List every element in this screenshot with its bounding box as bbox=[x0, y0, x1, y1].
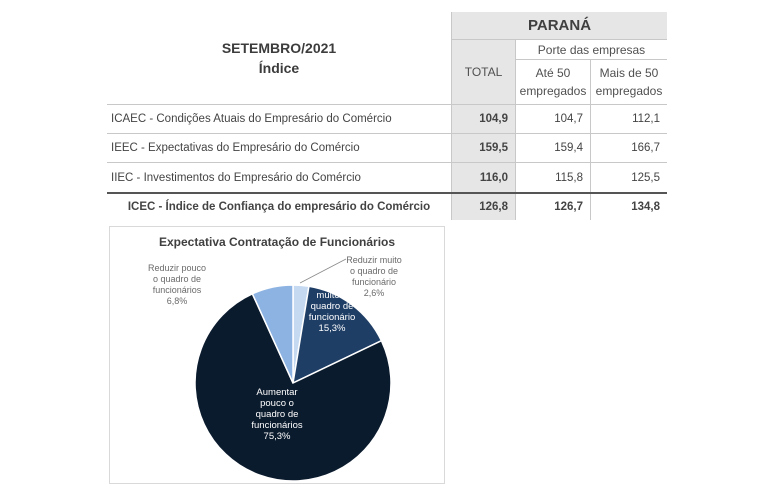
table-cell-large: 112,1 bbox=[591, 105, 667, 134]
slice-label-line: Reduzir pouco bbox=[147, 263, 207, 273]
table-cell-large: 166,7 bbox=[591, 134, 667, 163]
small-companies-header-line2: empregados bbox=[519, 84, 587, 98]
total-header: TOTAL bbox=[451, 40, 516, 104]
slice-label-line: pouco o bbox=[260, 398, 294, 409]
table-cell-large: 125,5 bbox=[631, 171, 660, 184]
table-cell-small: 126,7 bbox=[516, 194, 591, 220]
slice-label-line: funcionários bbox=[251, 420, 303, 431]
slice-label-line: o quadro de bbox=[152, 274, 202, 284]
region-header: PARANÁ bbox=[451, 12, 667, 40]
period-title: SETEMBRO/2021 bbox=[221, 40, 337, 56]
slice-label-line: Aumentar bbox=[256, 387, 298, 398]
large-companies-header bbox=[591, 60, 667, 104]
index-column-title: Índice bbox=[258, 60, 300, 76]
pie-chart-svg bbox=[110, 227, 444, 483]
slice-label-line: funcionários bbox=[152, 285, 202, 295]
table-cell-small: 104,7 bbox=[516, 105, 591, 134]
slice-value-label: 15,3% bbox=[318, 323, 346, 334]
table-cell-small: 115,8 bbox=[516, 163, 591, 192]
table-cell-small: 159,4 bbox=[516, 134, 591, 163]
slice-label-line: quadro de bbox=[255, 409, 299, 420]
slice-value-label: 2,6% bbox=[363, 288, 385, 298]
slice-label-line: funcionário bbox=[308, 312, 356, 323]
chart-title: Expectativa Contratação de Funcionários bbox=[158, 235, 396, 249]
large-companies-header-line2: empregados bbox=[595, 84, 663, 98]
slice-label-line: funcionário bbox=[351, 277, 397, 287]
slice-label-line: muito o bbox=[316, 290, 348, 301]
slice-value-label: 75,3% bbox=[263, 431, 291, 442]
table-cell-total: 116,0 bbox=[451, 163, 516, 192]
table-cell-total: 126,8 bbox=[451, 194, 516, 220]
confidence-index-table bbox=[107, 12, 667, 220]
table-cell-total: 159,5 bbox=[451, 134, 516, 163]
company-size-header: Porte das empresas bbox=[516, 40, 667, 60]
table-cell-large: 134,8 bbox=[631, 201, 660, 213]
slice-label-line: o quadro de bbox=[349, 266, 399, 276]
small-companies-header bbox=[516, 60, 591, 104]
table-cell-total: 104,9 bbox=[451, 105, 516, 134]
table-row-label: ICAEC - Condições Atuais do Empresário do Comércio bbox=[107, 105, 451, 134]
table-row-label: ICEC - Índice de Confiança do empresário do Comércio bbox=[127, 201, 431, 213]
slice-label-line: quadro de bbox=[310, 301, 354, 312]
slice-value-label: 6,8% bbox=[166, 296, 188, 306]
slice-label bbox=[148, 263, 206, 306]
hiring-expectation-chart bbox=[109, 226, 445, 484]
slice-label-line: Reduzir muito bbox=[346, 255, 402, 265]
slice-label-line: Aumentar bbox=[311, 279, 353, 290]
table-row-label: IIEC - Investimentos do Empresário do Comércio bbox=[111, 171, 361, 184]
small-companies-header-line1: Até 50 bbox=[535, 66, 571, 80]
slice-label bbox=[346, 255, 402, 298]
large-companies-header-line1: Mais de 50 bbox=[599, 66, 659, 80]
table-heading bbox=[107, 12, 451, 104]
table-row-label: IEEC - Expectativas do Empresário do Comércio bbox=[107, 134, 451, 163]
